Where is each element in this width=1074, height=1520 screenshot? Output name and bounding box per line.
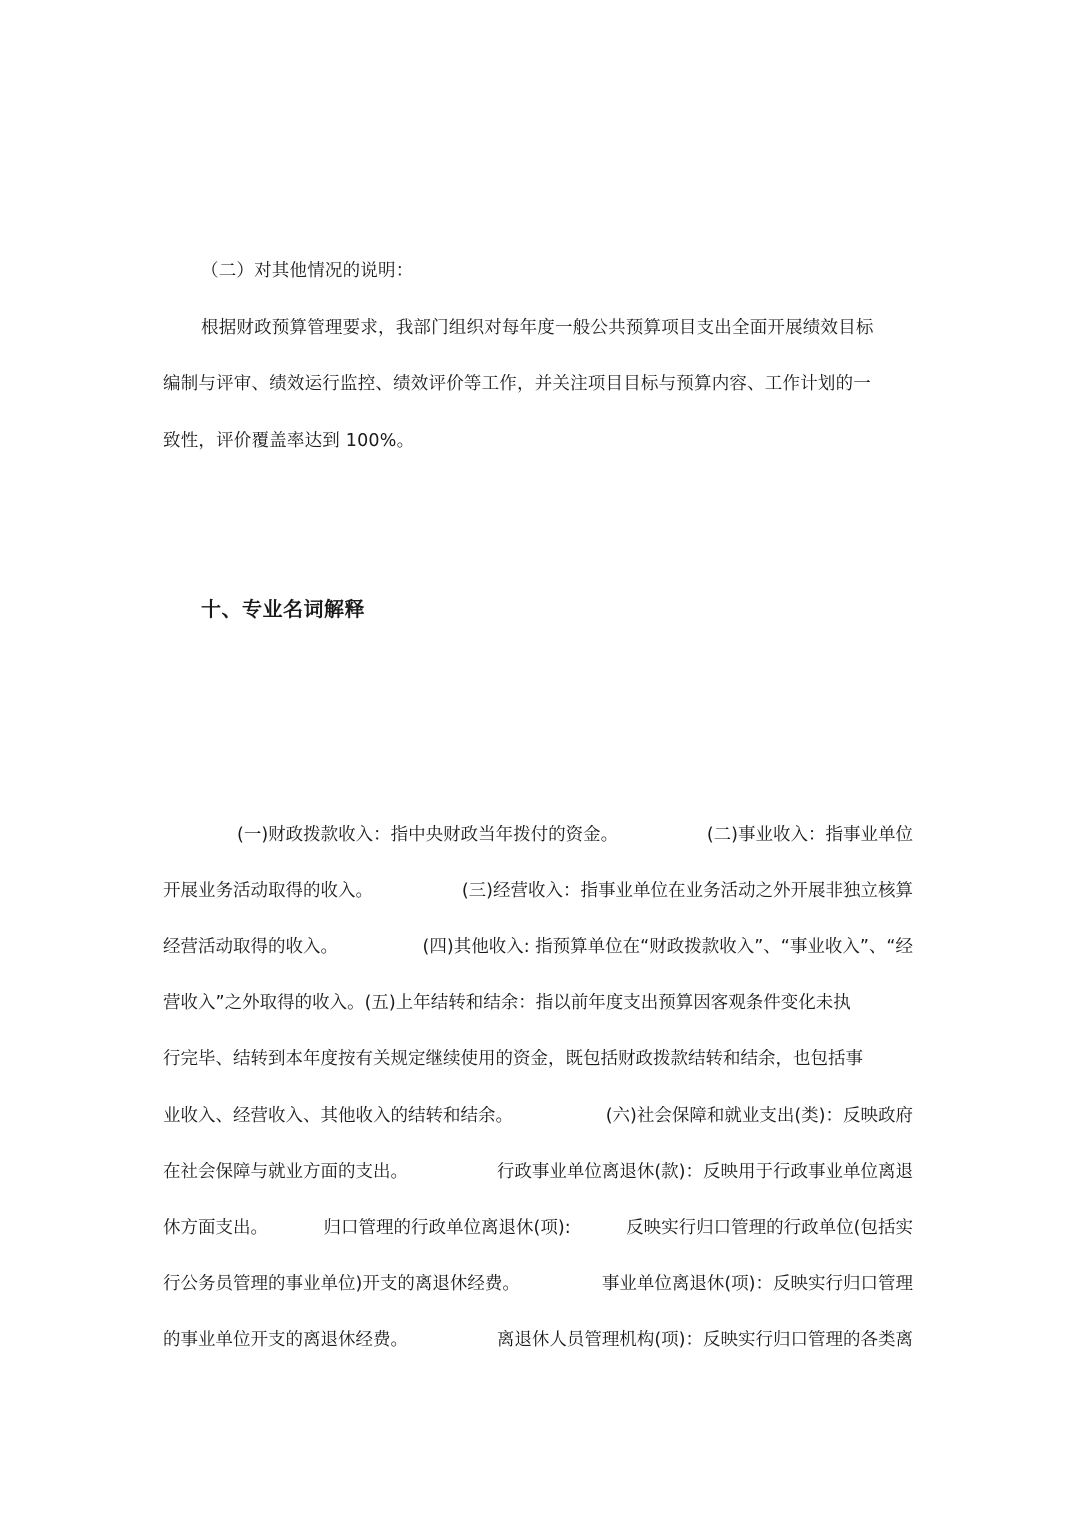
glossary-segment: (二)事业收入：指事业单位: [706, 825, 913, 845]
glossary-line: [163, 1047, 913, 1071]
glossary-segment: 在社会保障与就业方面的支出。: [163, 1162, 408, 1182]
glossary-segment: 业收入、经营收入、其他收入的结转和结余。: [163, 1106, 513, 1126]
subheading-other-notes: （二）对其他情况的说明：: [201, 261, 414, 281]
glossary-segment: 开展业务活动取得的收入。: [163, 881, 373, 901]
glossary-segment: 归口管理的行政单位离退休(项):: [323, 1218, 571, 1238]
glossary-line: [163, 1104, 913, 1128]
glossary-segment: 休方面支出。: [163, 1218, 268, 1238]
glossary-segment: (六)社会保障和就业支出(类)：反映政府: [605, 1106, 913, 1126]
glossary-segment: 事业单位离退休(项)：反映实行归口管理: [601, 1274, 913, 1294]
paragraph-line: 编制与评审、绩效运行监控、绩效评价等工作，并关注项目目标与预算内容、工作计划的一: [163, 374, 871, 394]
glossary-line: [163, 879, 913, 903]
glossary-line: [163, 935, 913, 959]
glossary-segment: 的事业单位开支的离退休经费。: [163, 1330, 408, 1350]
glossary-line: [163, 991, 913, 1015]
glossary-segment: (三)经营收入：指事业单位在业务活动之外开展非独立核算: [461, 881, 913, 901]
section-heading: 十、专业名词解释: [201, 597, 365, 621]
paragraph-line: 根据财政预算管理要求，我部门组织对每年度一般公共预算项目支出全面开展绩效目标: [201, 318, 874, 338]
glossary-segment: 离退休人员管理机构(项)：反映实行归口管理的各类离: [496, 1330, 913, 1350]
glossary-line: [163, 1216, 913, 1240]
glossary-segment: 行政事业单位离退休(款)：反映用于行政事业单位离退: [496, 1162, 913, 1182]
glossary-segment: (一)财政拨款收入：指中央财政当年拨付的资金。: [237, 825, 619, 845]
paragraph-line: 致性，评价覆盖率达到 100%。: [163, 431, 415, 451]
glossary-line: [163, 1160, 913, 1184]
glossary-line: [237, 823, 913, 847]
glossary-line: [163, 1328, 913, 1352]
glossary-segment: (四)其他收入: 指预算单位在“财政拨款收入”、“事业收入”、“经: [422, 937, 913, 957]
glossary-segment: 营收入”之外取得的收入。(五)上年结转和结余：指以前年度支出预算因客观条件变化未执: [163, 993, 851, 1013]
glossary-segment: 经营活动取得的收入。: [163, 937, 338, 957]
glossary-segment: 行完毕、结转到本年度按有关规定继续使用的资金，既包括财政拨款结转和结余，也包括事: [163, 1049, 863, 1069]
glossary-segment: 行公务员管理的事业单位)开支的离退休经费。: [163, 1274, 520, 1294]
glossary-segment: 反映实行归口管理的行政单位(包括实: [626, 1218, 913, 1238]
glossary-line: [163, 1272, 913, 1296]
